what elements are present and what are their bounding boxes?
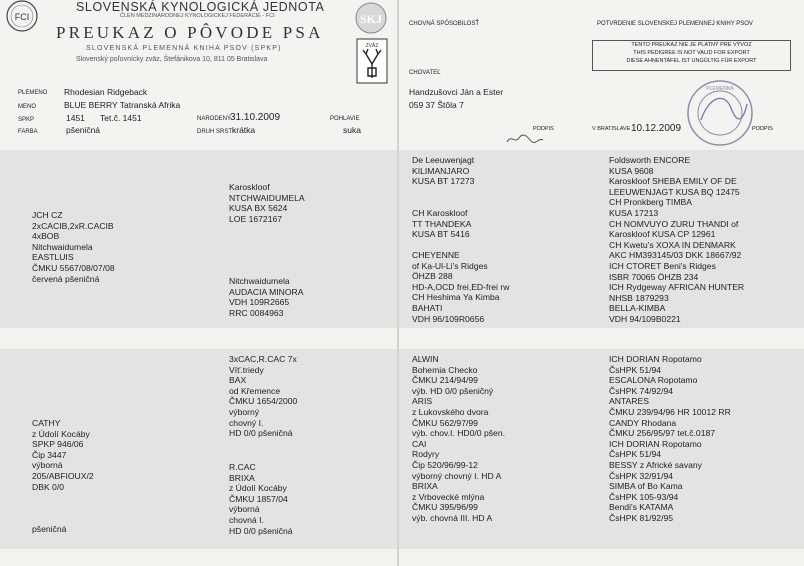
ss-line: NTCHWAIDUMELA — [229, 192, 305, 203]
dsss-line: ČsHPK 105-93/94 — [609, 491, 679, 502]
ssss-line: Karoskloof KUSA CP 12961 — [609, 229, 716, 240]
sire-dam-parents-entry — [412, 250, 509, 324]
ds-line: od Křemence — [229, 385, 281, 396]
dsss-line: SIMBA of Bo Kama — [609, 481, 683, 492]
dam-line: pšeničná — [32, 523, 67, 534]
dd-line: HD 0/0 pšeničná — [229, 525, 293, 536]
dd-line: ČMKU 1857/04 — [229, 493, 288, 504]
sex-value: suka — [343, 125, 361, 135]
ssss-line: AKC HM393145/03 DKK 18667/92 — [609, 250, 742, 261]
sd-line: RRC 0084963 — [229, 307, 284, 318]
sss-line — [412, 187, 474, 198]
coat-value: krátka — [232, 125, 256, 135]
ss-line: LOE 1672167 — [229, 213, 283, 224]
ssss-line: NHSB 1879293 — [609, 292, 669, 303]
document-title: PREUKAZ O PÔVODE PSA — [56, 23, 324, 42]
dsss-line: ČMKU 256/95/97 tet.č.0187 — [609, 428, 716, 439]
dss-line: ARIS — [412, 396, 433, 407]
ds-line: BAX — [229, 375, 247, 386]
spkp-value: 1451 — [66, 113, 85, 123]
ssss-line: KUSA 17213 — [609, 207, 659, 218]
ssss-line: CH NOMVUYO ZURU THANDI of — [609, 218, 739, 229]
sss-line: De Leeuwenjagt — [412, 155, 475, 165]
dam-sire-entry — [229, 354, 297, 439]
owner-label: CHOVATEĽ — [409, 70, 441, 76]
owner-name: Handzušovci Ján a Ester — [409, 87, 504, 97]
sire-line: 4xBOB — [32, 231, 60, 242]
sss-line: KUSA BT 5416 — [412, 229, 470, 240]
dsss-line: ČsHPK 32/91/94 — [609, 470, 674, 481]
dd-line: R.CAC — [229, 462, 256, 472]
ssss-line: LEEUWENJAGT KUSA BQ 12475 — [609, 186, 740, 197]
confirmation-label: POTVRDENIE SLOVENSKEJ PLEMENNEJ KNIHY PSOV — [597, 21, 753, 27]
sss-line: KILIMANJARO — [412, 165, 470, 176]
fci-logo — [2, 0, 44, 38]
dam-line: 205/ABFIOUX/2 — [32, 470, 94, 481]
ds-line: 3xCAC,R.CAC 7x — [229, 354, 297, 364]
dsss-line: Bendi's KATAMA — [609, 502, 674, 513]
dss-line: z Vrbovecké mlýna — [412, 491, 485, 502]
dss-line: ALWIN — [412, 354, 439, 364]
dam-entry — [32, 418, 94, 535]
ssss-line: ISBR 70065 ÖHZB 234 — [609, 271, 699, 282]
city-label: V BRATISLAVE — [592, 126, 631, 132]
dss-line: CAI — [412, 438, 427, 449]
ssss-line: Foldsworth ENCORE — [609, 155, 691, 165]
svg-text:PLEMENNÁ: PLEMENNÁ — [706, 86, 734, 92]
sire-line: ČMKU 5567/08/07/08 — [32, 262, 115, 273]
dss-line: ČMKU 214/94/99 — [412, 375, 478, 386]
ssss-line: Karoskloof SHEBA EMILY OF DE — [609, 176, 737, 187]
name-label: MENO — [18, 104, 36, 110]
signature-label: PODPIS — [533, 126, 554, 132]
sire-sire-parents-entry — [412, 155, 474, 240]
dam-line: Čip 3447 — [32, 449, 67, 460]
dss-line: ČMKU 562/97/99 — [412, 417, 478, 428]
dam-great-grandparents-entry — [609, 354, 731, 524]
dam-grandparents-entry — [412, 354, 505, 524]
dsss-line: ANTARES — [609, 396, 649, 407]
svg-text:SKJ: SKJ — [359, 12, 383, 26]
sire-dam-entry — [229, 276, 304, 318]
svg-text:ZVÄZ: ZVÄZ — [365, 43, 379, 49]
name-value: BLUE BERRY Tatranská Afrika — [64, 100, 181, 110]
org-name: SLOVENSKÁ KYNOLOGICKÁ JEDNOTA — [76, 0, 325, 14]
sex-label: POHLAVIE — [330, 116, 360, 122]
sss-line — [412, 197, 474, 208]
ssss-line: CH Kwetu's XOXA IN DENMARK — [609, 239, 736, 250]
owner-address: 059 37 Štôla 7 — [409, 100, 464, 110]
breed-label: PLEMENO — [18, 90, 48, 96]
dsss-line: ČsHPK 74/92/94 — [609, 385, 674, 396]
dsss-line: ICH DORIAN Ropotamo — [609, 354, 702, 364]
ssss-line: CH Pronkberg TIMBA — [609, 197, 692, 208]
ssss-line: VDH 94/109B0221 — [609, 313, 681, 324]
dss-line: BRIXA — [412, 481, 438, 492]
breed-value: Rhodesian Ridgeback — [64, 87, 148, 97]
ds-line: Víť.triedy — [229, 364, 264, 375]
sire-line: JCH CZ — [32, 210, 63, 220]
dam-line: DBK 0/0 — [32, 481, 65, 492]
svg-text:FCI: FCI — [14, 12, 30, 22]
dam-line — [32, 513, 94, 524]
sdd-line: HD-A,OCD frei,ED-frei rw — [412, 281, 510, 292]
dd-line: výborná — [229, 504, 260, 515]
coat-label: DRUH SRSTI — [197, 129, 234, 135]
dsss-line: CANDY Rhodana — [609, 417, 677, 428]
dd-line: BRIXA — [229, 472, 255, 483]
skj-logo — [351, 2, 393, 34]
dsss-line: ČsHPK 51/94 — [609, 364, 662, 375]
sire-great-grandparents-entry — [609, 155, 744, 325]
ss-line: KUSA BX 5624 — [229, 203, 288, 214]
color-value: pšeničná — [66, 125, 101, 135]
dam-line: SPKP 946/06 — [32, 439, 84, 450]
dss-line: výb. chov.I. HD0/0 pšen. — [412, 428, 505, 439]
dam-line: výborná — [32, 460, 63, 471]
dss-line: výb. chovná III. HD A — [412, 512, 493, 523]
export-note-line: TENTO PREUKAZ NIE JE PLATNÝ PRE VÝVOZ — [631, 42, 752, 48]
ds-line: chovný I. — [229, 417, 264, 428]
export-note-line: THIS PEDIGREE IS NOT VALID FOR EXPORT — [633, 50, 750, 56]
dsss-line: ČMKU 239/94/96 HR 10012 RR — [609, 406, 731, 417]
page-fold — [397, 0, 399, 566]
export-note-line: DIESE AHNENTAFEL IST UNGÜLTIG FÜR EXPORT — [626, 58, 757, 64]
sss-line: KUSA BT 17273 — [412, 176, 475, 187]
dam-line — [32, 492, 94, 503]
ssss-line: ICH Rydgeway AFRICAN HUNTER — [609, 282, 745, 293]
dsss-line: ICH DORIAN Ropotamo — [609, 438, 702, 449]
sss-line: CH Karoskloof — [412, 207, 468, 218]
ds-line: výborný — [229, 406, 260, 417]
ds-line: ČMKU 1654/2000 — [229, 396, 298, 407]
sdd-line: of Ka-Ul-Li's Ridges — [412, 260, 488, 271]
dd-line: z Údolí Kocáby — [229, 483, 287, 494]
dss-line: ČMKU 395/96/99 — [412, 502, 478, 513]
org-member: ČLEN MEDZINÁRODNEJ KYNOLOGICKEJ FEDERÁCIE - FCI — [120, 13, 275, 19]
ssss-line: ICH CTORET Beni's Ridges — [609, 260, 716, 271]
dam-line: CATHY — [32, 418, 61, 428]
dd-line: chovná I. — [229, 514, 264, 525]
confirmation-date: 10.12.2009 — [631, 123, 682, 134]
ssss-line: KUSA 9608 — [609, 165, 654, 176]
dss-line: výborný chovný I. HD A — [412, 470, 502, 481]
dsss-line: BESSY z Africké savany — [609, 459, 702, 470]
signature-scribble — [505, 132, 545, 146]
sire-line: červená pšeničná — [32, 273, 100, 284]
registry-name: SLOVENSKÁ PLEMENNÁ KNIHA PSOV (SPKP) — [86, 45, 282, 52]
export-note-box — [592, 40, 791, 71]
sire-line: Nitchwaidumela — [32, 241, 93, 252]
dss-line: Bohemia Checko — [412, 364, 478, 375]
hunting-union-logo — [356, 38, 388, 84]
dss-line: výb. HD 0/0 pšeničný — [412, 385, 494, 396]
dam-dam-entry — [229, 462, 293, 536]
sire-entry — [32, 210, 115, 284]
ssss-line: BELLA-KIMBA — [609, 303, 666, 314]
sd-line: AUDACIA MINORA — [229, 286, 304, 297]
club-address: Slovenský poľovnícky zväz, Štefánikova 10, 811 05 Bratislava — [76, 56, 268, 63]
dam-line: z Údolí Kocáby — [32, 428, 90, 439]
sdd-line: ÖHZB 288 — [412, 271, 453, 282]
official-stamp — [685, 78, 755, 148]
color-label: FARBA — [18, 129, 38, 135]
sire-sire-entry — [229, 182, 305, 224]
dsss-line: ESCALONA Ropotamo — [609, 375, 698, 386]
sd-line: VDH 109R2665 — [229, 297, 290, 308]
born-value: 31.10.2009 — [230, 112, 281, 123]
sdd-line: BAHATI — [412, 302, 443, 313]
dsss-line: ČsHPK 81/92/95 — [609, 512, 674, 523]
ss-line: Karoskloof — [229, 182, 270, 192]
sdd-line: CH Heshima Ya Kimba — [412, 292, 500, 303]
sss-line: TT THANDEKA — [412, 218, 472, 229]
sdd-line: VDH 96/109R0656 — [412, 313, 485, 324]
sire-line: EASTLUIS — [32, 252, 74, 263]
dss-line: Rodyry — [412, 449, 440, 460]
spkp-label: SPKP — [18, 117, 35, 123]
dss-line: Čip 520/96/99-12 — [412, 459, 478, 470]
sdd-line: CHEYENNE — [412, 250, 460, 260]
dam-line — [32, 503, 94, 514]
born-label: NARODENÝ — [197, 116, 232, 122]
ds-line: HD 0/0 pšeničná — [229, 428, 293, 439]
signature2-label: PODPIS — [752, 126, 773, 132]
sire-line: 2xCACIB,2xR.CACIB — [32, 220, 114, 231]
breeding-fitness-label: CHOVNÁ SPÔSOBILOSŤ — [409, 21, 480, 27]
dsss-line: ČsHPK 51/94 — [609, 449, 662, 460]
sd-line: Nitchwaidumela — [229, 276, 290, 286]
tattoo-value: Tet.č. 1451 — [100, 113, 142, 123]
dss-line: z Lukovského dvora — [412, 406, 489, 417]
